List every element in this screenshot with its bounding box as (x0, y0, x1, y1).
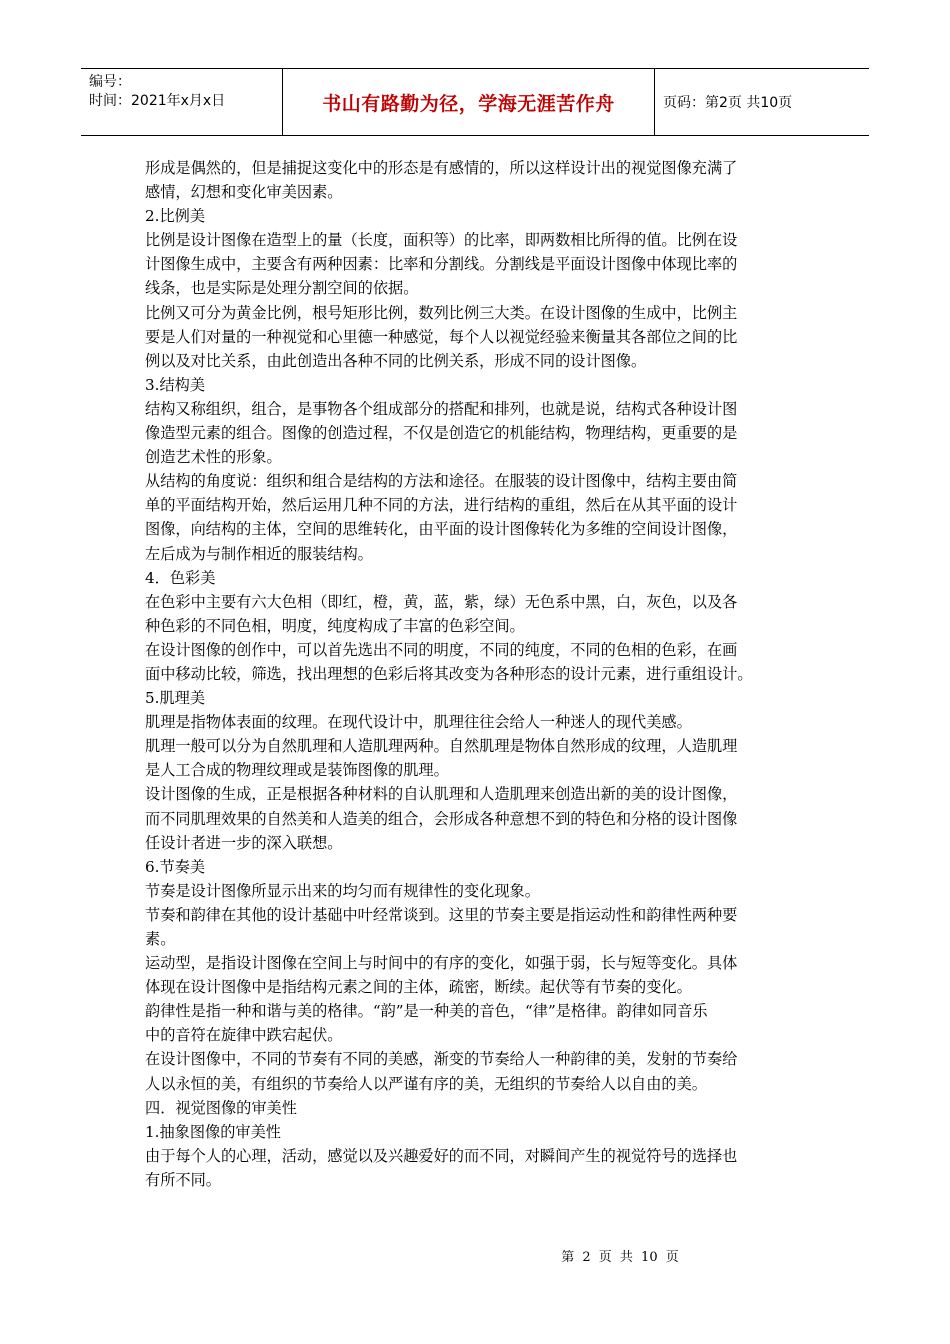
text-line: 中的音符在旋律中跌宕起伏。 (145, 1026, 343, 1045)
text-line: 运动型，是指设计图像在空间上与时间中的有序的变化，如强于弱，长与短等变化。具体 (145, 954, 738, 973)
text-line: 要是人们对量的一种视觉和心里德一种感觉，每个人以视觉经验来衡量其各部位之间的比 (145, 327, 738, 346)
text-line: 种色彩的不同色相，明度，纯度构成了丰富的色彩空间。 (145, 616, 525, 635)
text-line: 任设计者进一步的深入联想。 (145, 833, 343, 852)
header-page-label: 页码：第2页 共10页 (663, 95, 793, 111)
text-line: 节奏是设计图像所显示出来的均匀而有规律性的变化现象。 (145, 881, 540, 900)
text-line: 节奏和韵律在其他的设计基础中叶经常谈到。这里的节奏主要是指运动性和韵律性两种要 (145, 905, 738, 924)
text-line: 韵律性是指一种和谐与美的格律。“韵”是一种美的音色，“律”是格律。韵律如同音乐 (145, 1002, 708, 1021)
text-line: 左后成为与制作相近的服装结构。 (145, 544, 373, 563)
text-line: 例以及对比关系，由此创造出各种不同的比例关系，形成不同的设计图像。 (145, 351, 647, 370)
text-line: 体现在设计图像中是指结构元素之间的主体，疏密，断续。起伏等有节奏的变化。 (145, 978, 692, 997)
text-line: 设计图像的生成，正是根据各种材料的自认肌理和人造肌理来创造出新的美的设计图像， (145, 785, 738, 804)
document-body (145, 156, 809, 1192)
text-line: 形成是偶然的，但是捕捉这变化中的形态是有感情的，所以这样设计出的视觉图像充满了 (145, 159, 738, 177)
text-line: 像造型元素的组合。图像的创造过程，不仅是创造它的机能结构，物理结构，更重要的是 (145, 424, 738, 443)
text-line: 而不同肌理效果的自然美和人造美的组合，会形成各种意想不到的特色和分格的设计图像 (145, 809, 738, 828)
document-number-label: 编号： (89, 74, 131, 90)
text-line: 结构又称组织，组合，是事物各个组成部分的搭配和排列，也就是说，结构式各种设计图 (145, 399, 738, 418)
text-line: 有所不同。 (145, 1170, 221, 1189)
text-line: 面中移动比较，筛选，找出理想的色彩后将其改变为各种形态的设计元素，进行重组设计。 (145, 664, 753, 683)
page-footer: 第 2 页 共 10 页 (561, 1250, 679, 1265)
text-line: 图像，向结构的主体，空间的思维转化，由平面的设计图像转化为多维的空间设计图像， (145, 520, 738, 539)
text-line: 5.肌理美 (145, 689, 206, 708)
header-motto: 书山有路勤为径，学海无涯苦作舟 (283, 69, 655, 135)
text-line: 在设计图像中，不同的节奏有不同的美感，渐变的节奏给人一种韵律的美，发射的节奏给 (145, 1050, 738, 1069)
text-line: 肌理一般可以分为自然肌理和人造肌理两种。自然肌理是物体自然形成的纹理，人造肌理 (145, 737, 738, 756)
text-line: 6.节奏美 (145, 857, 206, 876)
text-line: 比例是设计图像在造型上的量（长度，面积等）的比率，即两数相比所得的值。比例在设 (145, 231, 738, 250)
text-line: 计图像生成中，主要含有两种因素：比率和分割线。分割线是平面设计图像中体现比率的 (145, 255, 738, 274)
text-line: 创造艺术性的形象。 (145, 448, 282, 467)
text-line: 2.比例美 (145, 207, 206, 226)
text-line: 感情，幻想和变化审美因素。 (145, 183, 343, 202)
text-line: 比例又可分为黄金比例，根号矩形比例，数列比例三大类。在设计图像的生成中，比例主 (145, 303, 738, 322)
text-line: 由于每个人的心理，活动，感觉以及兴趣爱好的而不同，对瞬间产生的视觉符号的选择也 (145, 1146, 738, 1165)
text-line: 从结构的角度说：组织和组合是结构的方法和途径。在服装的设计图像中，结构主要由简 (145, 472, 738, 491)
text-line: 3.结构美 (145, 375, 206, 394)
text-line: 4．色彩美 (145, 568, 216, 587)
text-line: 是人工合成的物理纹理或是装饰图像的肌理。 (145, 761, 449, 780)
text-line: 线条，也是实际是处理分割空间的依据。 (145, 279, 419, 298)
text-line: 人以永恒的美，有组织的节奏给人以严谨有序的美，无组织的节奏给人以自由的美。 (145, 1074, 707, 1093)
text-line: 在设计图像的创作中，可以首先选出不同的明度，不同的纯度，不同的色相的色彩，在画 (145, 640, 738, 659)
text-line: 单的平面结构开始，然后运用几种不同的方法，进行结构的重组，然后在从其平面的设计 (145, 496, 738, 515)
page-header (81, 68, 869, 136)
header-meta (81, 69, 283, 135)
text-line: 素。 (145, 930, 176, 948)
text-line: 在色彩中主要有六大色相（即红，橙，黄，蓝，紫，绿）无色系中黑，白，灰色，以及各 (145, 592, 738, 611)
text-line: 1.抽象图像的审美性 (145, 1122, 281, 1141)
text-line: 肌理是指物体表面的纹理。在现代设计中，肌理往往会给人一种迷人的现代美感。 (145, 713, 692, 732)
document-date-label: 时间：2021年x月x日 (89, 93, 226, 109)
text-line: 四．视觉图像的审美性 (145, 1098, 297, 1117)
